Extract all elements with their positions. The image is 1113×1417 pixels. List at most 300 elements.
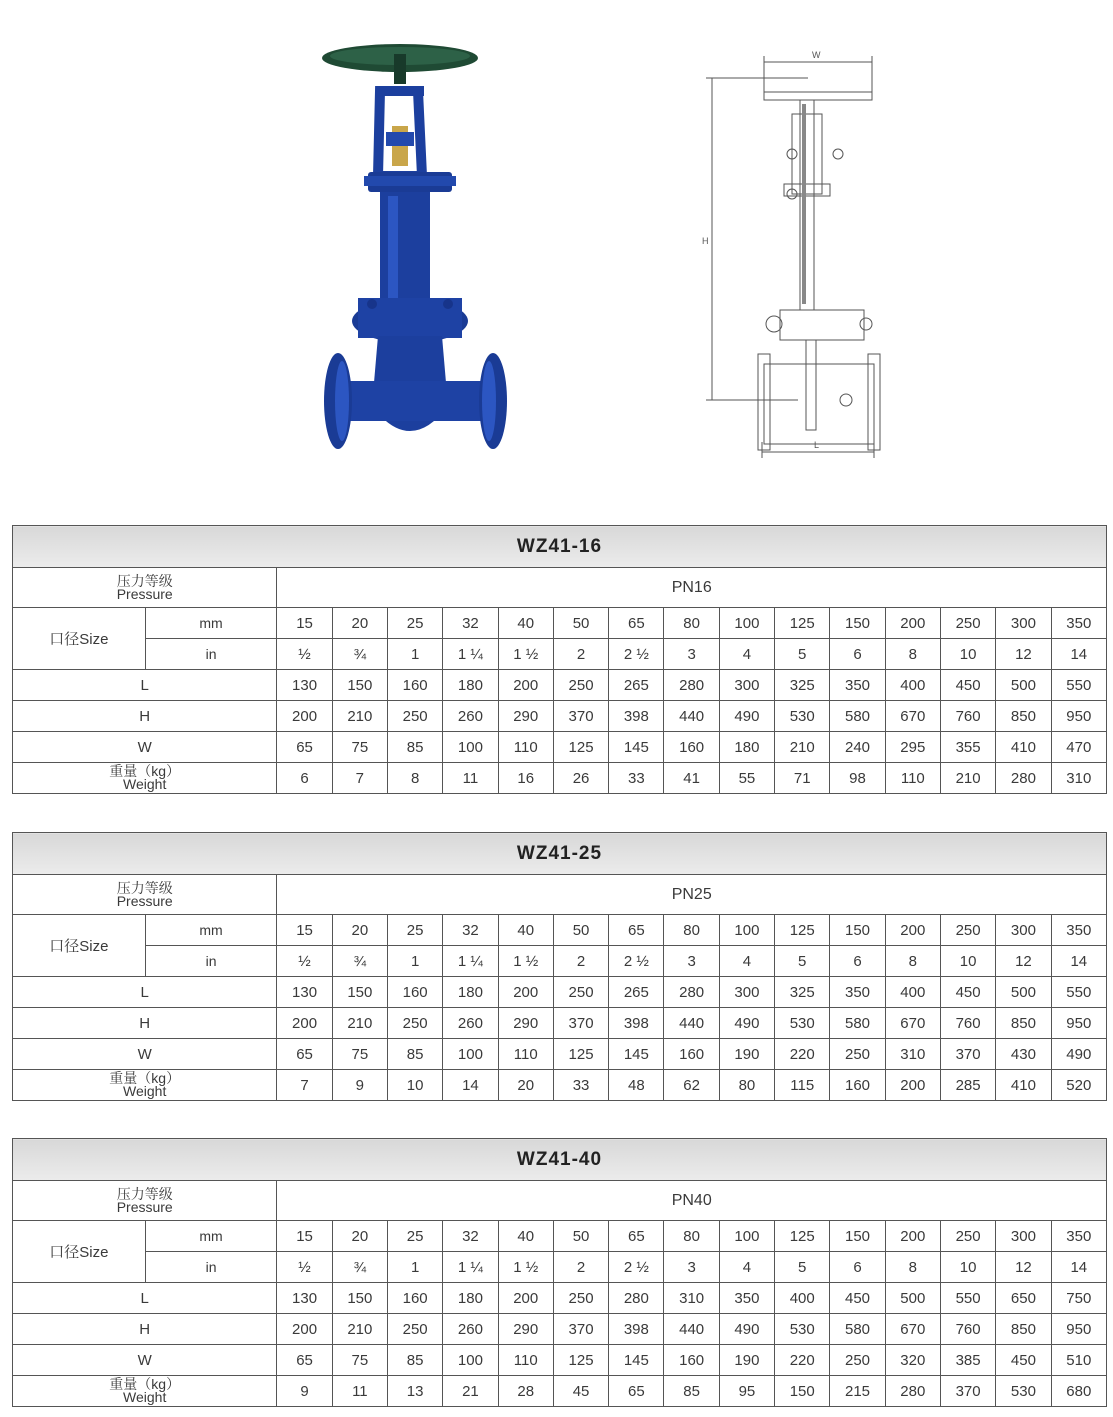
W-cell: 85 [388, 1039, 443, 1070]
W-cell: 385 [940, 1345, 995, 1376]
mm-cell: 15 [277, 1221, 332, 1252]
pressure-label-en: Pressure [116, 1198, 173, 1215]
W-cell: 190 [719, 1039, 774, 1070]
H-cell: 530 [775, 701, 830, 732]
W-cell: 510 [1051, 1345, 1106, 1376]
L-cell: 350 [830, 977, 885, 1008]
mm-cell: 200 [885, 1221, 940, 1252]
inch-cell: 4 [719, 639, 774, 670]
weight-label-en: Weight [123, 1389, 167, 1405]
inch-cell: 5 [775, 1252, 830, 1283]
inch-cell: 1 ¼ [443, 1252, 498, 1283]
row-label-w: W [13, 732, 277, 763]
row-label-h: H [13, 1314, 277, 1345]
weight-cell: 65 [609, 1376, 664, 1407]
inch-cell: ½ [277, 639, 332, 670]
pressure-label-en: Pressure [116, 585, 173, 602]
inch-cell: 1 ½ [498, 946, 553, 977]
mm-cell: 150 [830, 915, 885, 946]
mm-cell: 80 [664, 1221, 719, 1252]
inch-cell: 14 [1051, 639, 1106, 670]
L-cell: 200 [498, 1283, 553, 1314]
W-cell: 145 [609, 732, 664, 763]
h-row [13, 701, 1107, 732]
mm-cell: 25 [388, 608, 443, 639]
W-cell: 490 [1051, 1039, 1106, 1070]
mm-cell: 65 [609, 1221, 664, 1252]
W-cell: 180 [719, 732, 774, 763]
weight-cell: 680 [1051, 1376, 1106, 1407]
weight-cell: 71 [775, 763, 830, 794]
weight-cell: 98 [830, 763, 885, 794]
weight-row [13, 1376, 1107, 1407]
H-cell: 398 [609, 1008, 664, 1039]
inch-cell: 12 [996, 639, 1051, 670]
W-cell: 75 [332, 732, 387, 763]
inch-cell: 1 ¼ [443, 946, 498, 977]
pressure-value: PN40 [277, 1181, 1107, 1221]
inch-cell: 3 [664, 1252, 719, 1283]
L-cell: 265 [609, 977, 664, 1008]
W-cell: 145 [609, 1039, 664, 1070]
L-cell: 180 [443, 977, 498, 1008]
H-cell: 440 [664, 1314, 719, 1345]
weight-label [13, 1376, 277, 1407]
W-cell: 65 [277, 1039, 332, 1070]
h-row [13, 1008, 1107, 1039]
L-cell: 280 [609, 1283, 664, 1314]
inch-cell: 14 [1051, 1252, 1106, 1283]
mm-cell: 250 [940, 608, 995, 639]
weight-cell: 16 [498, 763, 553, 794]
L-cell: 130 [277, 670, 332, 701]
H-cell: 260 [443, 1314, 498, 1345]
mm-cell: 250 [940, 915, 995, 946]
weight-cell: 9 [332, 1070, 387, 1101]
H-cell: 290 [498, 701, 553, 732]
inch-cell: ¾ [332, 946, 387, 977]
inch-cell: 6 [830, 639, 885, 670]
L-cell: 150 [332, 670, 387, 701]
size-label: 口径Size [13, 1221, 146, 1283]
weight-label-cn: 重量（kg） [109, 1070, 181, 1086]
pressure-label-en: Pressure [116, 892, 173, 909]
weight-label-cn: 重量（kg） [109, 763, 181, 779]
weight-cell: 520 [1051, 1070, 1106, 1101]
L-cell: 500 [885, 1283, 940, 1314]
weight-cell: 41 [664, 763, 719, 794]
inch-cell: 8 [885, 639, 940, 670]
L-cell: 450 [830, 1283, 885, 1314]
weight-cell: 11 [443, 763, 498, 794]
H-cell: 850 [996, 1008, 1051, 1039]
H-cell: 260 [443, 1008, 498, 1039]
mm-cell: 15 [277, 608, 332, 639]
mm-cell: 20 [332, 608, 387, 639]
inch-cell: 3 [664, 639, 719, 670]
mm-cell: 100 [719, 915, 774, 946]
H-cell: 950 [1051, 701, 1106, 732]
dimension-l-label: L [814, 440, 820, 450]
inch-cell: 3 [664, 946, 719, 977]
h-row [13, 1314, 1107, 1345]
W-cell: 125 [553, 1345, 608, 1376]
mm-cell: 200 [885, 915, 940, 946]
weight-cell: 62 [664, 1070, 719, 1101]
H-cell: 760 [940, 1008, 995, 1039]
table-title: WZ41-16 [13, 526, 1107, 568]
weight-cell: 33 [553, 1070, 608, 1101]
weight-cell: 7 [277, 1070, 332, 1101]
size-label: 口径Size [13, 608, 146, 670]
pressure-label [13, 1181, 277, 1221]
H-cell: 580 [830, 1314, 885, 1345]
w-row [13, 732, 1107, 763]
table-title: WZ41-25 [13, 833, 1107, 875]
inch-cell: 4 [719, 1252, 774, 1283]
mm-cell: 40 [498, 1221, 553, 1252]
mm-cell: 20 [332, 915, 387, 946]
inch-cell: ¾ [332, 1252, 387, 1283]
H-cell: 580 [830, 701, 885, 732]
H-cell: 850 [996, 701, 1051, 732]
weight-cell: 215 [830, 1376, 885, 1407]
W-cell: 65 [277, 732, 332, 763]
weight-cell: 28 [498, 1376, 553, 1407]
W-cell: 100 [443, 1345, 498, 1376]
weight-label-cn: 重量（kg） [109, 1376, 181, 1392]
L-cell: 350 [719, 1283, 774, 1314]
L-cell: 160 [388, 670, 443, 701]
L-cell: 180 [443, 670, 498, 701]
weight-label [13, 763, 277, 794]
pressure-label-cn: 压力等级 [116, 572, 173, 589]
mm-cell: 200 [885, 608, 940, 639]
W-cell: 100 [443, 1039, 498, 1070]
mm-cell: 300 [996, 915, 1051, 946]
L-cell: 150 [332, 1283, 387, 1314]
row-label-l: L [13, 1283, 277, 1314]
L-cell: 325 [775, 670, 830, 701]
weight-cell: 26 [553, 763, 608, 794]
mm-cell: 65 [609, 608, 664, 639]
mm-row [13, 1221, 1107, 1252]
W-cell: 190 [719, 1345, 774, 1376]
weight-cell: 7 [332, 763, 387, 794]
mm-cell: 350 [1051, 608, 1106, 639]
inch-cell: 4 [719, 946, 774, 977]
w-row [13, 1039, 1107, 1070]
H-cell: 760 [940, 701, 995, 732]
L-cell: 180 [443, 1283, 498, 1314]
weight-row [13, 763, 1107, 794]
unit-mm-label: mm [145, 915, 277, 946]
W-cell: 370 [940, 1039, 995, 1070]
H-cell: 580 [830, 1008, 885, 1039]
unit-in-label: in [145, 1252, 277, 1283]
L-cell: 325 [775, 977, 830, 1008]
weight-row [13, 1070, 1107, 1101]
inch-cell: 12 [996, 1252, 1051, 1283]
W-cell: 85 [388, 732, 443, 763]
weight-cell: 280 [996, 763, 1051, 794]
W-cell: 220 [775, 1345, 830, 1376]
inch-cell: 2 ½ [609, 639, 664, 670]
w-row [13, 1345, 1107, 1376]
W-cell: 240 [830, 732, 885, 763]
unit-mm-label: mm [145, 1221, 277, 1252]
W-cell: 125 [553, 1039, 608, 1070]
H-cell: 250 [388, 1008, 443, 1039]
inch-cell: 12 [996, 946, 1051, 977]
W-cell: 450 [996, 1345, 1051, 1376]
inch-cell: 5 [775, 946, 830, 977]
L-cell: 130 [277, 1283, 332, 1314]
inch-cell: 2 [553, 946, 608, 977]
L-cell: 650 [996, 1283, 1051, 1314]
W-cell: 160 [664, 1039, 719, 1070]
L-cell: 310 [664, 1283, 719, 1314]
H-cell: 290 [498, 1008, 553, 1039]
weight-cell: 110 [885, 763, 940, 794]
weight-cell: 9 [277, 1376, 332, 1407]
inch-cell: ¾ [332, 639, 387, 670]
mm-cell: 250 [940, 1221, 995, 1252]
inch-cell: 1 ½ [498, 639, 553, 670]
weight-cell: 10 [388, 1070, 443, 1101]
W-cell: 85 [388, 1345, 443, 1376]
H-cell: 398 [609, 701, 664, 732]
H-cell: 530 [775, 1008, 830, 1039]
mm-cell: 15 [277, 915, 332, 946]
valve-technical-drawing [688, 44, 898, 464]
W-cell: 145 [609, 1345, 664, 1376]
W-cell: 295 [885, 732, 940, 763]
mm-cell: 50 [553, 1221, 608, 1252]
weight-cell: 85 [664, 1376, 719, 1407]
mm-cell: 50 [553, 915, 608, 946]
spec-table-wz41-16 [12, 525, 1107, 794]
weight-cell: 48 [609, 1070, 664, 1101]
H-cell: 250 [388, 1314, 443, 1345]
inch-cell: 1 ½ [498, 1252, 553, 1283]
inch-cell: ½ [277, 946, 332, 977]
inch-cell: 6 [830, 1252, 885, 1283]
inch-cell: 5 [775, 639, 830, 670]
inch-cell: 8 [885, 1252, 940, 1283]
row-label-l: L [13, 977, 277, 1008]
pressure-label [13, 875, 277, 915]
H-cell: 370 [553, 1008, 608, 1039]
W-cell: 430 [996, 1039, 1051, 1070]
inch-cell: 2 [553, 639, 608, 670]
unit-in-label: in [145, 946, 277, 977]
l-row [13, 670, 1107, 701]
in-row [13, 946, 1107, 977]
mm-cell: 300 [996, 1221, 1051, 1252]
inch-cell: 10 [940, 1252, 995, 1283]
W-cell: 75 [332, 1039, 387, 1070]
weight-cell: 370 [940, 1376, 995, 1407]
W-cell: 75 [332, 1345, 387, 1376]
weight-cell: 280 [885, 1376, 940, 1407]
weight-cell: 210 [940, 763, 995, 794]
weight-cell: 11 [332, 1376, 387, 1407]
L-cell: 550 [1051, 977, 1106, 1008]
W-cell: 320 [885, 1345, 940, 1376]
L-cell: 500 [996, 977, 1051, 1008]
weight-cell: 14 [443, 1070, 498, 1101]
weight-cell: 33 [609, 763, 664, 794]
H-cell: 440 [664, 701, 719, 732]
L-cell: 550 [1051, 670, 1106, 701]
pressure-value: PN25 [277, 875, 1107, 915]
mm-cell: 25 [388, 1221, 443, 1252]
L-cell: 250 [553, 670, 608, 701]
row-label-w: W [13, 1345, 277, 1376]
weight-cell: 530 [996, 1376, 1051, 1407]
H-cell: 210 [332, 1008, 387, 1039]
L-cell: 350 [830, 670, 885, 701]
mm-cell: 350 [1051, 1221, 1106, 1252]
L-cell: 750 [1051, 1283, 1106, 1314]
pressure-label-cn: 压力等级 [116, 879, 173, 896]
W-cell: 160 [664, 1345, 719, 1376]
H-cell: 200 [277, 701, 332, 732]
spec-table-wz41-25 [12, 832, 1107, 1101]
weight-cell: 21 [443, 1376, 498, 1407]
mm-cell: 300 [996, 608, 1051, 639]
mm-cell: 150 [830, 608, 885, 639]
H-cell: 440 [664, 1008, 719, 1039]
inch-cell: 1 [388, 1252, 443, 1283]
H-cell: 290 [498, 1314, 553, 1345]
mm-cell: 40 [498, 915, 553, 946]
H-cell: 250 [388, 701, 443, 732]
L-cell: 280 [664, 977, 719, 1008]
weight-cell: 310 [1051, 763, 1106, 794]
L-cell: 300 [719, 670, 774, 701]
l-row [13, 977, 1107, 1008]
mm-cell: 50 [553, 608, 608, 639]
W-cell: 110 [498, 732, 553, 763]
L-cell: 250 [553, 1283, 608, 1314]
weight-cell: 160 [830, 1070, 885, 1101]
mm-cell: 65 [609, 915, 664, 946]
H-cell: 370 [553, 701, 608, 732]
inch-cell: 10 [940, 946, 995, 977]
weight-cell: 20 [498, 1070, 553, 1101]
L-cell: 400 [885, 670, 940, 701]
L-cell: 150 [332, 977, 387, 1008]
row-label-h: H [13, 1008, 277, 1039]
mm-cell: 20 [332, 1221, 387, 1252]
inch-cell: 2 ½ [609, 946, 664, 977]
pressure-label-cn: 压力等级 [116, 1185, 173, 1202]
mm-row [13, 915, 1107, 946]
W-cell: 250 [830, 1345, 885, 1376]
H-cell: 490 [719, 1314, 774, 1345]
weight-cell: 55 [719, 763, 774, 794]
weight-cell: 285 [940, 1070, 995, 1101]
L-cell: 130 [277, 977, 332, 1008]
L-cell: 300 [719, 977, 774, 1008]
weight-cell: 80 [719, 1070, 774, 1101]
L-cell: 450 [940, 977, 995, 1008]
H-cell: 210 [332, 701, 387, 732]
mm-cell: 32 [443, 608, 498, 639]
L-cell: 200 [498, 670, 553, 701]
W-cell: 310 [885, 1039, 940, 1070]
W-cell: 250 [830, 1039, 885, 1070]
mm-row [13, 608, 1107, 639]
W-cell: 110 [498, 1345, 553, 1376]
l-row [13, 1283, 1107, 1314]
H-cell: 490 [719, 1008, 774, 1039]
weight-cell: 95 [719, 1376, 774, 1407]
H-cell: 670 [885, 701, 940, 732]
H-cell: 210 [332, 1314, 387, 1345]
pressure-label [13, 568, 277, 608]
L-cell: 250 [553, 977, 608, 1008]
L-cell: 265 [609, 670, 664, 701]
H-cell: 670 [885, 1008, 940, 1039]
L-cell: 550 [940, 1283, 995, 1314]
L-cell: 500 [996, 670, 1051, 701]
inch-cell: 1 [388, 639, 443, 670]
L-cell: 400 [885, 977, 940, 1008]
weight-cell: 150 [775, 1376, 830, 1407]
W-cell: 100 [443, 732, 498, 763]
weight-label-en: Weight [123, 1083, 167, 1099]
L-cell: 160 [388, 977, 443, 1008]
H-cell: 200 [277, 1314, 332, 1345]
L-cell: 160 [388, 1283, 443, 1314]
inch-cell: ½ [277, 1252, 332, 1283]
weight-cell: 410 [996, 1070, 1051, 1101]
weight-cell: 6 [277, 763, 332, 794]
mm-cell: 32 [443, 1221, 498, 1252]
weight-cell: 13 [388, 1376, 443, 1407]
W-cell: 470 [1051, 732, 1106, 763]
mm-cell: 150 [830, 1221, 885, 1252]
dimension-w-label: W [812, 50, 821, 60]
inch-cell: 8 [885, 946, 940, 977]
inch-cell: 14 [1051, 946, 1106, 977]
H-cell: 490 [719, 701, 774, 732]
W-cell: 210 [775, 732, 830, 763]
spec-table-wz41-40 [12, 1138, 1107, 1407]
H-cell: 260 [443, 701, 498, 732]
inch-cell: 10 [940, 639, 995, 670]
mm-cell: 125 [775, 1221, 830, 1252]
weight-cell: 8 [388, 763, 443, 794]
L-cell: 450 [940, 670, 995, 701]
L-cell: 400 [775, 1283, 830, 1314]
mm-cell: 40 [498, 608, 553, 639]
W-cell: 65 [277, 1345, 332, 1376]
mm-cell: 125 [775, 915, 830, 946]
weight-cell: 200 [885, 1070, 940, 1101]
H-cell: 530 [775, 1314, 830, 1345]
H-cell: 370 [553, 1314, 608, 1345]
in-row [13, 1252, 1107, 1283]
handwheel-icon [322, 44, 478, 84]
inch-cell: 2 [553, 1252, 608, 1283]
valve-product-photo [318, 36, 518, 472]
mm-cell: 100 [719, 1221, 774, 1252]
H-cell: 760 [940, 1314, 995, 1345]
